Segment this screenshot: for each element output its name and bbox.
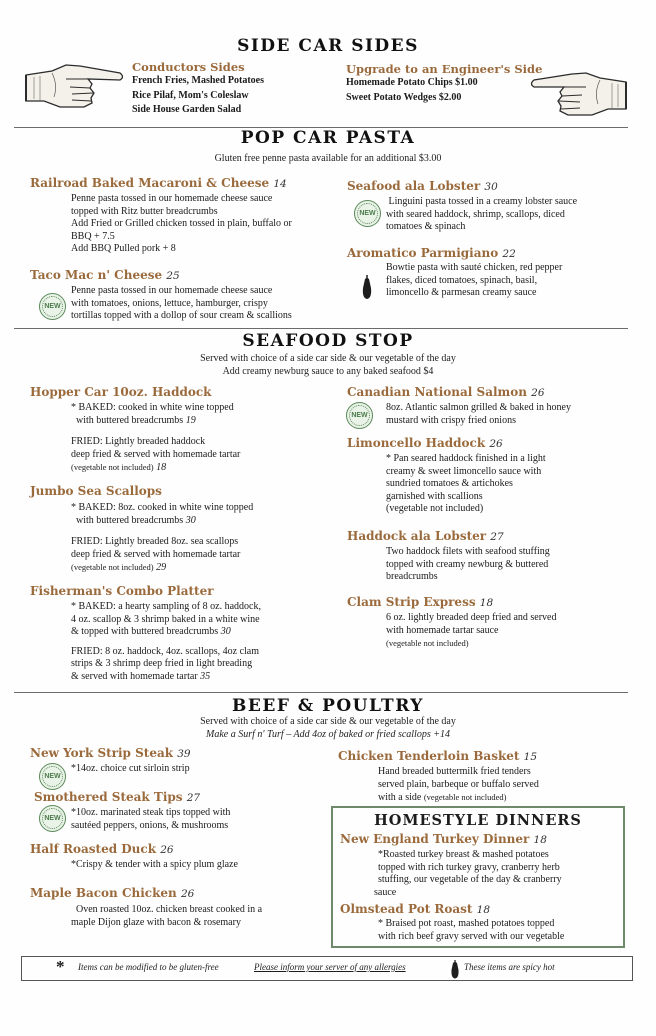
pasta-subtitle: Gluten free penne pasta available for an additional $3.00 (214, 153, 442, 164)
menu-item-title: Clam Strip Express 18 (347, 595, 494, 609)
new-badge-icon: NEW (346, 402, 373, 429)
menu-footer (21, 956, 633, 981)
upgrade-side-heading: Upgrade to an Engineer's Side (346, 62, 543, 76)
menu-item-title: Chicken Tenderloin Basket 15 (338, 749, 538, 763)
pointing-hand-left-icon (530, 66, 630, 122)
menu-item-title: Seafood ala Lobster 30 (347, 179, 498, 193)
menu-item-title: Jumbo Sea Scallops (30, 484, 162, 498)
menu-item-description: Oven roasted 10oz. chicken breast cooked in a maple Dijon glaze with bacon & rosemary (71, 904, 263, 928)
upgrade-side-list (346, 76, 478, 105)
allergy-note: Please inform your server of any allergies (254, 962, 406, 972)
new-badge-icon: NEW (39, 763, 66, 790)
menu-item-description: 6 oz. lightly breaded deep fried and served with homemade tartar sauce (vegetable not included) (386, 612, 557, 649)
menu-item-description: *Crispy & tender with a spicy plum glaze (71, 859, 238, 870)
list-item: Sweet Potato Wedges $2.00 (346, 91, 462, 103)
list-item: Side House Garden Salad (132, 104, 242, 115)
seafood-stop-title: SEAFOOD STOP (242, 331, 414, 351)
list-item: French Fries, Mashed Potatoes (132, 75, 265, 86)
menu-item-title: Railroad Baked Macaroni & Cheese 14 (30, 176, 287, 190)
section-divider (14, 328, 628, 329)
conductors-sides-list (132, 74, 264, 118)
new-badge-icon: NEW (39, 805, 66, 832)
menu-item-description: Hand breaded buttermilk fried tenders served plain, barbeque or buffalo served with a side (vegetable not included) (378, 766, 539, 804)
menu-item-title: Limoncello Haddock 26 (347, 436, 503, 450)
menu-item-title: Olmstead Pot Roast 18 (340, 902, 491, 916)
menu-item-description: Two haddock filets with seafood stuffing topped with creamy newburg & buttered breadcrumbs (386, 546, 550, 583)
chili-pepper-icon (450, 959, 460, 979)
homestyle-title: HOMESTYLE DINNERS (374, 812, 582, 829)
menu-item-title: Maple Bacon Chicken 26 (30, 886, 195, 900)
menu-item-description: 8oz. Atlantic salmon grilled & baked in honey mustard with crispy fried onions (386, 402, 571, 426)
menu-item-description: *10oz. marinated steak tips topped with sautéed peppers, onions, & mushrooms (71, 807, 231, 831)
homestyle-dinners-box (331, 806, 625, 948)
menu-item-title: Aromatico Parmigiano 22 (347, 246, 516, 260)
seafood-subtitle-2: Add creamy newburg sauce to any baked seafood $4 (222, 366, 434, 377)
conductors-sides-heading: Conductors Sides (132, 60, 245, 74)
menu-item-description: * BAKED: cooked in white wine topped with buttered breadcrumbs 19 FRIED: Lightly breaded haddock deep fried & served with homemade tartar (vegetable not included) 18 (71, 402, 241, 474)
gluten-free-asterisk: * (56, 957, 65, 976)
side-car-sides-title: SIDE CAR SIDES (237, 36, 419, 56)
menu-item-title: New York Strip Steak 39 (30, 746, 191, 760)
seafood-subtitle-1: Served with choice of a side car side & our vegetable of the day (200, 353, 456, 364)
menu-item-title: Fisherman's Combo Platter (30, 584, 214, 598)
menu-item-description: * Pan seared haddock finished in a light creamy & sweet limoncello sauce with sundried tomatoes & artichokes garnished with scallions (vegetable not included) (386, 453, 546, 515)
spicy-note: These items are spicy hot (464, 962, 555, 972)
list-item: Rice Pilaf, Mom's Coleslaw (132, 89, 249, 101)
list-item: Homemade Potato Chips $1.00 (346, 77, 478, 88)
menu-item-description: * Braised pot roast, mashed potatoes topped with rich beef gravy served with our vegetable (378, 918, 565, 942)
menu-item-title: New England Turkey Dinner 18 (340, 832, 547, 846)
menu-item-description: Penne pasta tossed in our homemade cheese sauce with tomatoes, onions, lettuce, hamburger, crispy tortillas topped with a dollop of sour cream & scallions (71, 285, 292, 322)
menu-item-title: Haddock ala Lobster 27 (347, 529, 504, 543)
menu-item-title: Half Roasted Duck 26 (30, 842, 174, 856)
menu-item-description: Penne pasta tossed in our homemade cheese sauce topped with Ritz butter breadcrumbs Add Fried or Grilled chicken tossed in plain, buffalo or BBQ + 7.5 Add BBQ Pulled pork + 8 (71, 193, 292, 255)
menu-item-description: * BAKED: a hearty sampling of 8 oz. haddock, 4 oz. scallop & 3 shrimp baked in a white wine & topped with buttered breadcrumbs 30 FRIED: 8 oz. haddock, 4oz. scallops, 4oz clam strips & 3 shrimp deep fried in light breading & served with homemade tartar 35 (71, 601, 261, 682)
menu-item-title: Taco Mac n' Cheese 25 (30, 268, 180, 282)
menu-item-title: Hopper Car 10oz. Haddock (30, 385, 212, 399)
section-divider (14, 692, 628, 693)
pointing-hand-right-icon (22, 57, 126, 115)
menu-item-description: Bowtie pasta with sauté chicken, red pepper flakes, diced tomatoes, spinach, basil, limoncello & parmesan creamy sauce (386, 262, 563, 299)
pop-car-pasta-title: POP CAR PASTA (240, 128, 416, 148)
new-badge-icon: NEW (39, 293, 66, 320)
menu-item-description: Linguini pasta tossed in a creamy lobster sauce with seared haddock, shrimp, scallops, diced tomatoes & spinach (386, 196, 578, 233)
beef-poultry-title: BEEF & POULTRY (232, 696, 424, 716)
new-badge-icon: NEW (354, 200, 381, 227)
beef-subtitle-2: Make a Surf n' Turf – Add 4oz of baked or fried scallops +14 (206, 729, 450, 740)
menu-item-title: Canadian National Salmon 26 (347, 385, 545, 399)
chili-pepper-icon (361, 274, 373, 300)
menu-item-title: Smothered Steak Tips 27 (34, 790, 201, 804)
menu-item-description: *Roasted turkey breast & mashed potatoes topped with rich turkey gravy, cranberry herb stuffing, our vegetable of the day & cranberry sauce (374, 849, 562, 898)
menu-item-description: * BAKED: 8oz. cooked in white wine topped with buttered breadcrumbs 30 FRIED: Lightly breaded 8oz. sea scallops deep fried & served with homemade tartar (vegetable not included) 29 (71, 502, 254, 574)
beef-subtitle-1: Served with choice of a side car side & our vegetable of the day (200, 716, 456, 727)
menu-item-description: *14oz. choice cut sirloin strip (71, 763, 190, 774)
gluten-free-note: Items can be modified to be gluten-free (78, 962, 219, 972)
